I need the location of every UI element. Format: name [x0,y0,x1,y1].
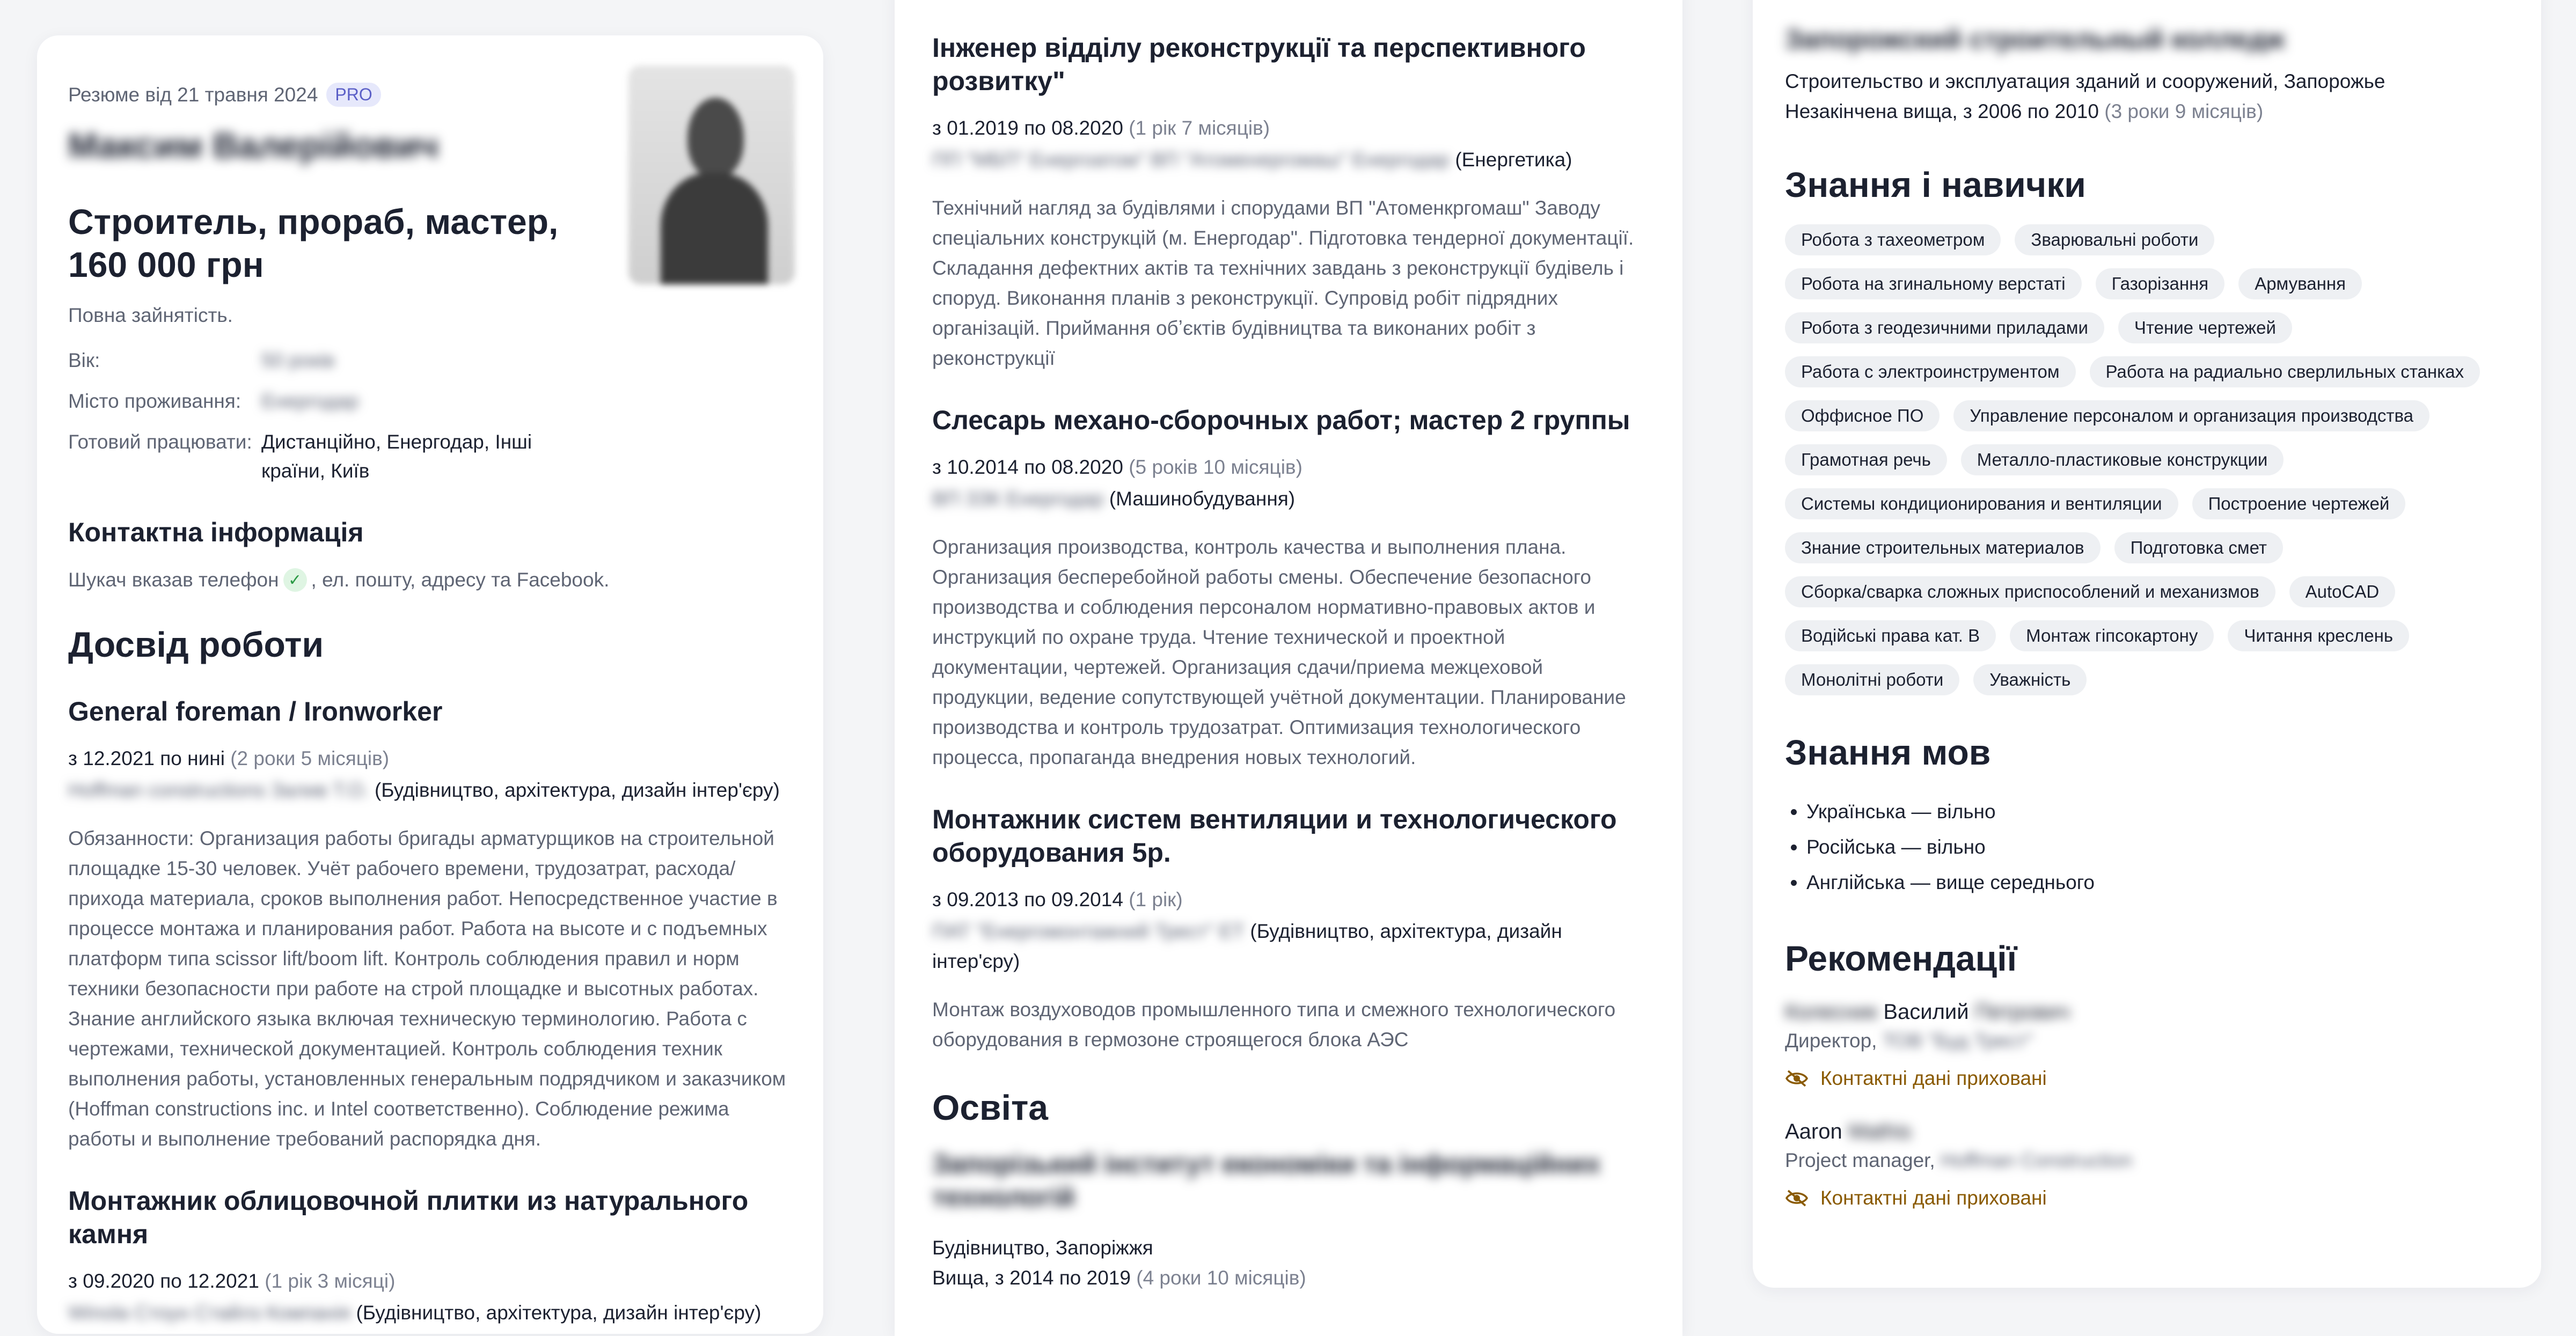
skill-tag: Уважність [1973,664,2087,695]
job-period-dates: з 09.2013 по 09.2014 [932,889,1123,911]
job-description-5: Монтаж воздуховодов промышленного типа и смежного технологического оборудования в гермозоне строящегося блока АЭС [932,999,1616,1051]
skill-tag: Работа с электроинструментом [1785,356,2076,387]
job-company-2 [68,1298,792,1328]
rec-role-text: Project manager, [1785,1149,1935,1171]
city-row [68,387,792,416]
rec-company: Hoffman Construction [1941,1149,2133,1171]
resume-skills-card [1753,0,2541,1288]
job-description-1: Обязанности: Организация работы бригады арматурщиков на строительной площадке 15-30 человек. Учёт рабочего времени, трудозатрат, расхода/прихода материала, сроков выполнения работ. Непосредственное участие в процессе монтажа и планирования работ. Работа на высоте и с подъемных платформ типа scissor lift/boom lift. Контроль соблюдения правил и норм техники безопасности при работе на строй площадке и высотных работах. Знание английского языка включая техническую терминологию. Работа с чертежами, технической документацией. Контроль соблюдения техник выполнения работы, установленных генеральным подрядчиком и заказчиком (Hoffman constructions inc. и Intel соответственно). Соблюдение режима работы и выполнение требований распорядка дня. [68,827,786,1150]
company-name: ВП ЗЗК Енергодар [932,488,1104,510]
languages-list [1785,794,2510,900]
company-industry: (Машинобудування) [1109,488,1296,510]
skill-tag: Металло-пластиковые конструкции [1961,444,2284,475]
job-period-dates: з 09.2020 по 12.2021 [68,1270,259,1292]
company-industry: (Будівництво, архітектура, дизайн інтер'єру) [932,920,1562,972]
ready-label: Готовий працювати: [68,431,252,453]
rec-name-blurred: Mathis [1848,1120,1912,1143]
job-company-5 [932,916,1645,977]
job-duration: (5 років 10 місяців) [1129,456,1302,478]
skill-tag: Газорізання [2096,268,2225,299]
ready-value: Дистанційно, Енергодар, Інші країни, Київ [261,431,532,482]
skill-tag: Оффисное ПО [1785,400,1940,431]
check-icon: ✓ [283,568,307,592]
contact-text-after: , ел. пошту, адресу та Facebook. [311,569,610,591]
skill-tag: Системы кондиционирования и вентиляции [1785,488,2178,519]
job-period-dates: з 10.2014 по 08.2020 [932,456,1123,478]
job-title: Строитель, прораб, мастер, 160 000 грн [68,202,559,284]
age-value: 50 років [261,349,335,371]
candidate-name: Максим Валерійович [68,126,439,165]
languages-heading: Знання мов [1785,732,1991,772]
job-company-3 [932,145,1645,175]
job-period-4 [932,456,1645,479]
skill-tag: Монолітні роботи [1785,664,1959,695]
contact-heading: Контактна інформація [68,517,364,547]
job-period-3 [932,117,1645,140]
education-duration: (4 роки 10 місяців) [1136,1267,1306,1289]
rec-company: ТОВ "Буд Трест" [1882,1030,2033,1052]
hidden-contacts-label: Контактні дані приховані [1820,1187,2047,1209]
contact-info [68,568,792,592]
job-period-dates: з 01.2019 по 08.2020 [932,117,1123,139]
recommendation-name-2 [1785,1120,2510,1144]
skill-tag: Чтение чертежей [2118,312,2292,343]
resume-main-card [37,35,823,1334]
education-duration: (3 роки 9 місяців) [2104,100,2264,122]
recommendation-role-1 [1785,1030,2510,1052]
skill-tag: Робота з тахеометром [1785,224,2001,255]
hidden-contacts-2 [1785,1187,2510,1209]
job-title-1: General foreman / Ironworker [68,696,443,726]
skill-tag: Читання креслень [2228,620,2409,651]
resume-date-text: Резюме від 21 травня 2024 [68,83,318,106]
city-label: Місто проживання: [68,390,241,412]
company-name: ПП "МБП" Енергоатом" ВП "Атоменергомаш" Енергодар [932,149,1450,171]
education-level-text: Вища, з 2014 по 2019 [932,1267,1131,1289]
skill-tag: Знание строительных материалов [1785,532,2101,563]
company-name: ПАТ "Енергомонтажний Трест" ЕТ [932,920,1245,942]
age-label: Вік: [68,349,100,371]
skill-tag: Водійські права кат. B [1785,620,1996,651]
job-company-4 [932,484,1645,514]
education-heading: Освіта [932,1088,1048,1127]
ready-row [68,428,792,486]
resume-experience-card [895,0,1682,1336]
skill-tag: Робота на згинальному верстаті [1785,268,2082,299]
hidden-contacts-1 [1785,1067,2510,1090]
skill-tag: Управление персоналом и организация производства [1953,400,2429,431]
education-name-2: Запорожский строительный колледж [1785,24,2285,54]
rec-name-blurred: Колесник [1785,1000,1878,1024]
rec-name-visible: Aaron [1785,1120,1842,1143]
education-name-1: Запорізький інститут економіки та інформаційних технологій [932,1149,1601,1212]
company-industry: (Будівництво, архітектура, дизайн інтер'єру) [356,1302,762,1324]
skill-tag: Подготовка смет [2114,532,2283,563]
job-duration: (1 рік 7 місяців) [1129,117,1270,139]
job-title-2: Монтажник облицовочной плитки из натурального камня [68,1186,749,1249]
language-item: • Українська — вільно [1806,794,2510,830]
pro-badge: PRO [326,83,380,107]
education-level-text: Незакінчена вища, з 2006 по 2010 [1785,100,2099,122]
education-place-1: Будівництво, Запоріжжя [932,1237,1153,1259]
education-level-2 [1785,97,2510,127]
skill-tag: Зварювальні роботи [2015,224,2214,255]
eye-off-icon [1785,1070,1809,1087]
language-item: • Російська — вільно [1806,830,2510,865]
skill-tag: Построение чертежей [2192,488,2406,519]
skill-tag: Робота з геодезичними приладами [1785,312,2104,343]
skill-tag: Работа на радиально сверлильных станках [2090,356,2480,387]
company-name: Hoffman constructions Залив Т.О. [68,779,369,801]
recommendations-heading: Рекомендації [1785,938,2017,978]
job-title-3: Інженер відділу реконструкції та перспективного розвитку" [932,33,1586,96]
experience-heading: Досвід роботи [68,625,324,664]
skills-list [1785,224,2499,695]
education-level-1 [932,1263,1645,1293]
job-description-4: Организация производства, контроль качества и выполнения плана. Организация бесперебойной работы смены. Обеспечение безопасного производства и соблюдения персоналом нормативно-правовых актов и инструкций по охране труда. Чтение технической и проектной документации, чертежей. Организация сдачи/приема межцеховой продукции, ведение сопутствующей учётной документации. Планирование производства и контроль трудозатрат. Оптимизация технологического процесса, пропаганда внедрения новых технологий. [932,536,1626,768]
job-title-5: Монтажник систем вентиляции и технологического оборудования 5р. [932,804,1617,868]
skill-tag: Сборка/сварка сложных приспособлений и механизмов [1785,576,2275,607]
job-company-1 [68,775,792,805]
job-period-1 [68,747,792,770]
city-value: Енергодар [261,390,359,412]
skill-tag: AutoCAD [2289,576,2396,607]
age-row [68,346,792,375]
hidden-contacts-label: Контактні дані приховані [1820,1067,2047,1089]
recommendation-name-1 [1785,1000,2510,1024]
job-description-3: Технічний нагляд за будівлями і спорудами ВП "Атоменкргомаш" Заводу спеціальних конструкцій (м. Енергодар". Підготовка тендерної документації. Складання дефектних актів та технічних завдань з реконструкції будівель і споруд. Виконання планів з реконструкції. Супровід робіт підрядних організацій. Приймання обʼєктів будівництва та виконаних робіт з реконструкції [932,197,1634,369]
rec-name-visible: Василий [1883,1000,1969,1024]
education-place-2: Строительство и эксплуатация зданий и сооружений, Запорожье [1785,70,2385,92]
job-duration: (1 рік) [1129,889,1183,911]
company-industry: (Енергетика) [1455,149,1572,171]
company-name: Winola Стоун Стайлз Компанія [68,1302,351,1324]
job-period-2 [68,1270,792,1293]
eye-off-icon [1785,1190,1809,1207]
job-duration: (2 роки 5 місяців) [230,747,390,769]
recommendation-role-2 [1785,1149,2510,1172]
employment-type: Повна зайнятість. [68,304,233,326]
company-industry: (Будівництво, архітектура, дизайн інтер'єру) [374,779,780,801]
language-item: • Англійська — вище середнього [1806,865,2510,900]
avatar [628,65,795,284]
job-period-dates: з 12.2021 по нині [68,747,225,769]
rec-name-blurred: Петрович [1974,1000,2070,1024]
skill-tag: Монтаж гіпсокартону [2010,620,2214,651]
job-duration: (1 рік 3 місяці) [265,1270,396,1292]
skill-tag: Грамотная речь [1785,444,1947,475]
job-title-4: Слесарь механо-сборочных работ; мастер 2 группы [932,405,1630,435]
job-period-5 [932,889,1645,911]
rec-role-text: Директор, [1785,1030,1877,1052]
skills-heading: Знання і навички [1785,165,2086,204]
contact-text-before: Шукач вказав телефон [68,569,279,591]
skill-tag: Армування [2238,268,2362,299]
